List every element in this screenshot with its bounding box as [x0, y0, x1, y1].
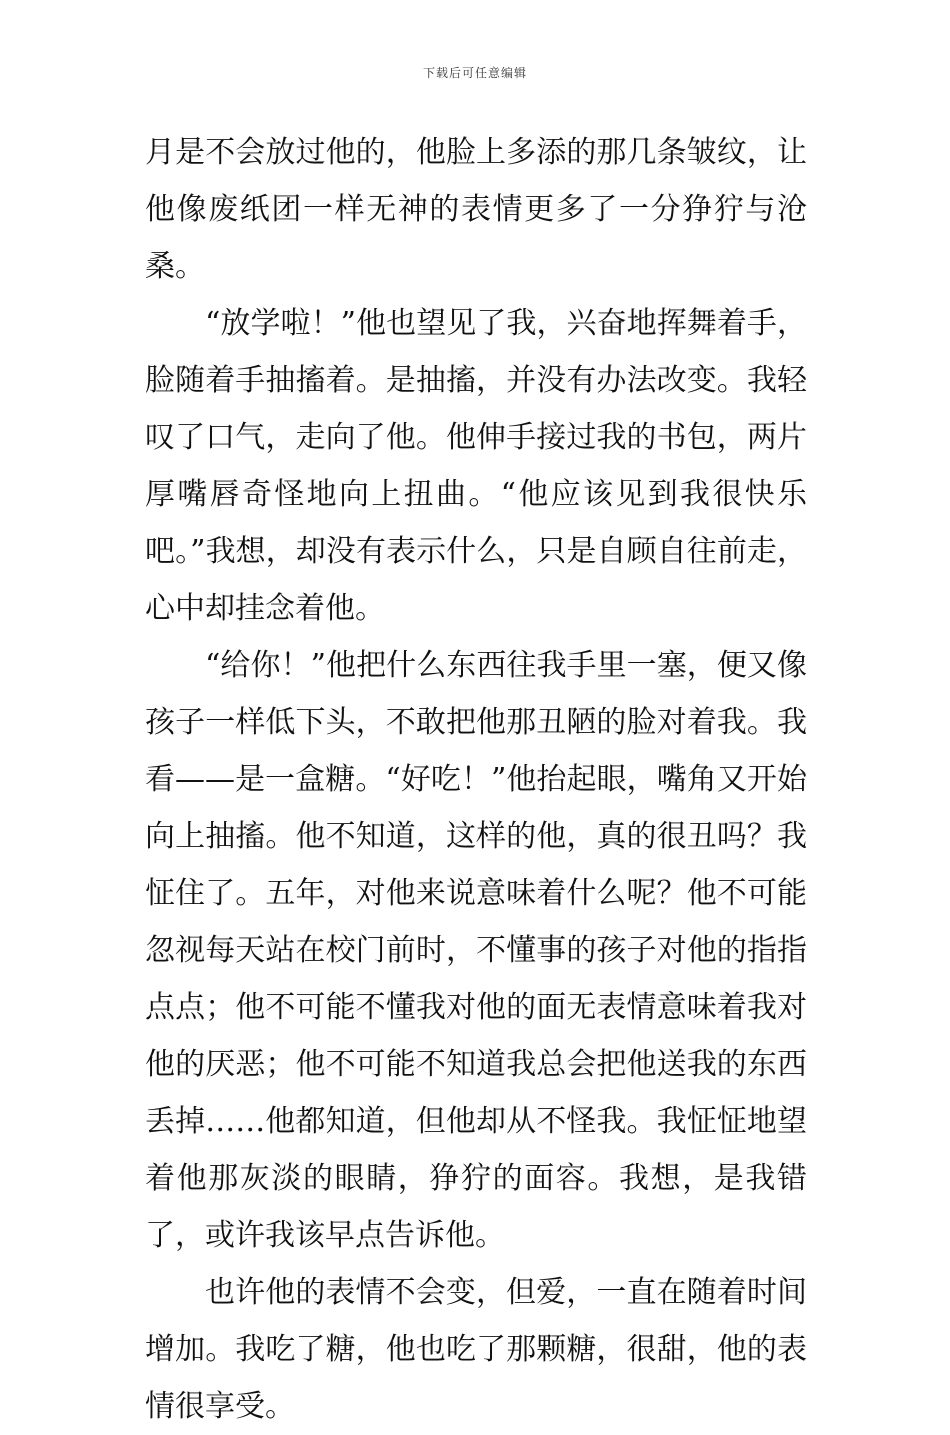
- paragraph-4: 也许他的表情不会变，但爱，一直在随着时间增加。我吃了糖，他也吃了那颗糖，很甜，他的表情很享受。: [145, 1275, 807, 1424]
- document-body: [145, 124, 807, 1435]
- paragraph-1: 月是不会放过他的，他脸上多添的那几条皱纹，让他像废纸团一样无神的表情更多了一分狰狞与沧桑。: [145, 135, 807, 284]
- paragraph-2: “放学啦！”他也望见了我，兴奋地挥舞着手，脸随着手抽搐着。是抽搐，并没有办法改变。我轻叹了口气，走向了他。他伸手接过我的书包，两片厚嘴唇奇怪地向上扭曲。“他应该见到我很快乐吧。”我想，却没有表示什么，只是自顾自往前走，心中却挂念着他。: [145, 306, 807, 626]
- page-header: 下载后可任意编辑: [422, 66, 527, 80]
- paragraph-3: “给你！”他把什么东西往我手里一塞，便又像孩子一样低下头，不敢把他那丑陋的脸对着我。我看——是一盒糖。“好吃！”他抬起眼，嘴角又开始向上抽搐。他不知道，这样的他，真的很丑吗？我怔住了。五年，对他来说意味着什么呢？他不可能忽视每天站在校门前时，不懂事的孩子对他的指指点点；他不可能不懂我对他的面无表情意味着我对他的厌恶；他不可能不知道我总会把他送我的东西丢掉……他都知道，但他却从不怪我。我怔怔地望着他那灰淡的眼睛，狰狞的面容。我想，是我错了，或许我该早点告诉他。: [145, 648, 807, 1253]
